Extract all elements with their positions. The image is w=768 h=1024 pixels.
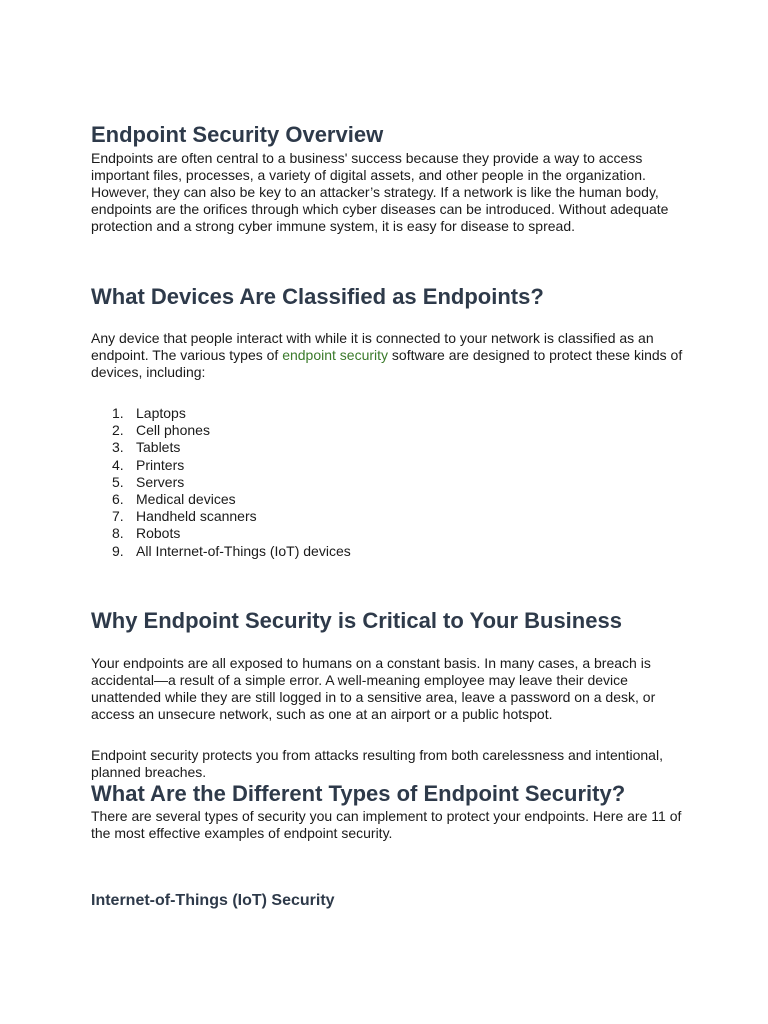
devices-intro-text-start: Any device that people interact with while it is connected to your network is classified as an endpoint. The various types of [91,330,654,363]
list-item-label: Laptops [136,405,186,421]
list-item [91,474,351,491]
list-item [91,525,351,542]
heading-devices-classified: What Devices Are Classified as Endpoints? [91,284,544,309]
list-item-number: 7. [112,508,124,525]
list-item-label: All Internet-of-Things (IoT) devices [136,542,351,559]
list-item-number: 5. [112,473,124,490]
list-item-label: Tablets [136,439,181,456]
list-item [91,508,351,525]
list-item-label: Servers [136,473,185,490]
list-item-number: 8. [112,525,124,542]
devices-intro-text-end: software are designed to protect these kinds of devices, including: [91,347,683,380]
heading-types-of-security: What Are the Different Types of Endpoint Security? [91,781,626,806]
subheading-iot-security: Internet-of-Things (IoT) Security [91,892,335,909]
list-item-label: Medical devices [136,491,236,508]
list-item-number: 6. [112,491,124,508]
list-item-number: 9. [112,542,124,559]
paragraph-critical-1: Your endpoints are all exposed to humans on a constant basis. In many cases, a breach is accidental—a result of a simple error. A well-meaning employee may leave their device unattended while they are still logged in to a sensitive area, leave a password on a desk, or access an unsecure network, such as one at an airport or a public hotspot. [91,655,656,722]
list-item-number: 3. [112,439,124,456]
heading-endpoint-security-overview: Endpoint Security Overview [91,122,384,147]
list-item-number: 2. [112,422,124,439]
device-list [91,405,351,560]
list-item-label: Printers [136,456,185,473]
list-item-number: 4. [112,456,124,473]
paragraph-devices-intro [91,330,683,381]
list-item-label: Robots [136,525,181,542]
list-item [91,491,351,508]
list-item [91,439,351,456]
paragraph-types-intro: There are several types of security you can implement to protect your endpoints. Here are 11 of the most effective examples of endpoint security. [91,808,682,841]
heading-why-critical: Why Endpoint Security is Critical to Your Business [91,608,622,633]
list-item-label: Cell phones [136,422,210,439]
paragraph-overview: Endpoints are often central to a business' success because they provide a way to access important files, processes, a variety of digital assets, and other people in the organization. However, they can also be key to an attacker’s strategy. If a network is like the human body, endpoints are the orifices through which cyber diseases can be introduced. Without adequate protection and a strong cyber immune system, it is easy for disease to spread. [91,150,669,234]
list-item [91,422,351,439]
list-item [91,457,351,474]
list-item [91,543,351,560]
list-item [91,405,351,422]
paragraph-critical-2: Endpoint security protects you from attacks resulting from both carelessness and intentional, planned breaches. [91,747,663,780]
list-item-label: Handheld scanners [136,508,257,525]
endpoint-security-link[interactable]: endpoint security [282,347,389,363]
list-item-number: 1. [112,405,124,421]
